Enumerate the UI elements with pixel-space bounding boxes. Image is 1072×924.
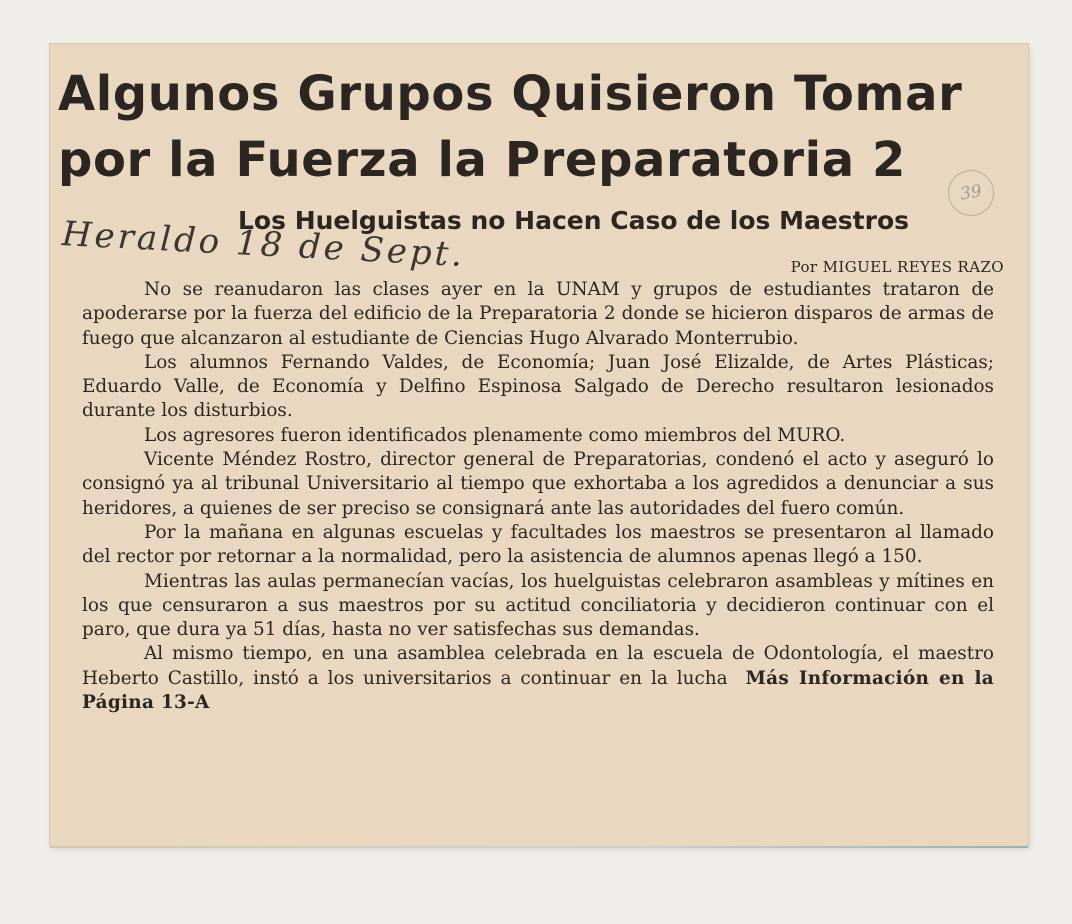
paragraph: Los agresores fueron identificados plenamente como miembros del MURO.: [144, 424, 846, 446]
paragraph: Los alumnos Fernando Valdes, de Economía; Juan José Elizalde, de Artes Plásticas; Eduardo Valle, de Economía y Delfino Espinosa Salgado de Derecho resultaron lesionados durante los disturbios.: [82, 351, 994, 422]
paragraph-text: Al mismo tiempo, en una asamblea celebrada en la escuela de Odontología, el maestro Heberto Castillo, instó a los universitarios a continuar en la lucha: [82, 643, 994, 689]
continuation-note: Más Información en la Página 13-A: [82, 667, 994, 714]
paragraph: Mientras las aulas permanecían vacías, los huelguistas celebraron asambleas y mítines en los que censuraron a sus maestros por su actitud conciliatoria y decidieron continuar con el paro, que dura ya 51 días, hasta no ver satisfechas sus demandas.: [82, 570, 994, 641]
handwritten-note: Heraldo 18 de Sept.: [60, 214, 467, 276]
paragraph-last: [82, 642, 994, 715]
paragraph: Vicente Méndez Rostro, director general de Preparatorias, condenó el acto y aseguró lo consignó ya al tribunal Universitario al tiempo que exhortaba a los agredidos a denunciar a sus heridores, a quienes de ser preciso se consignará ante las autoridades del fuero común.: [82, 449, 994, 519]
subheadline: Los Huelguistas no Hacen Caso de los Maestros: [238, 206, 910, 235]
article-body: [82, 278, 994, 715]
byline: Por MIGUEL REYES RAZO: [790, 258, 1004, 276]
circled-page-number: 39: [944, 166, 997, 219]
newspaper-clipping: [50, 44, 1028, 846]
paragraph: No se reanudaron las clases ayer en la UNAM y grupos de estudiantes trataron de apoderarse por la fuerza del edificio de la Preparatoria 2 donde se hicieron disparos de armas de fuego que alcanzaron al estudiante de Ciencias Hugo Alvarado Monterrubio.: [82, 279, 994, 349]
headline-line-1: Algunos Grupos Quisieron Tomar: [58, 66, 963, 122]
headline-line-2: por la Fuerza la Preparatoria 2: [58, 132, 907, 188]
bottom-edge-line: [50, 846, 1028, 848]
paragraph: Por la mañana en algunas escuelas y facultades los maestros se presentaron al llamado del rector por retornar a la normalidad, pero la asistencia de alumnos apenas llegó a 150.: [82, 521, 994, 568]
